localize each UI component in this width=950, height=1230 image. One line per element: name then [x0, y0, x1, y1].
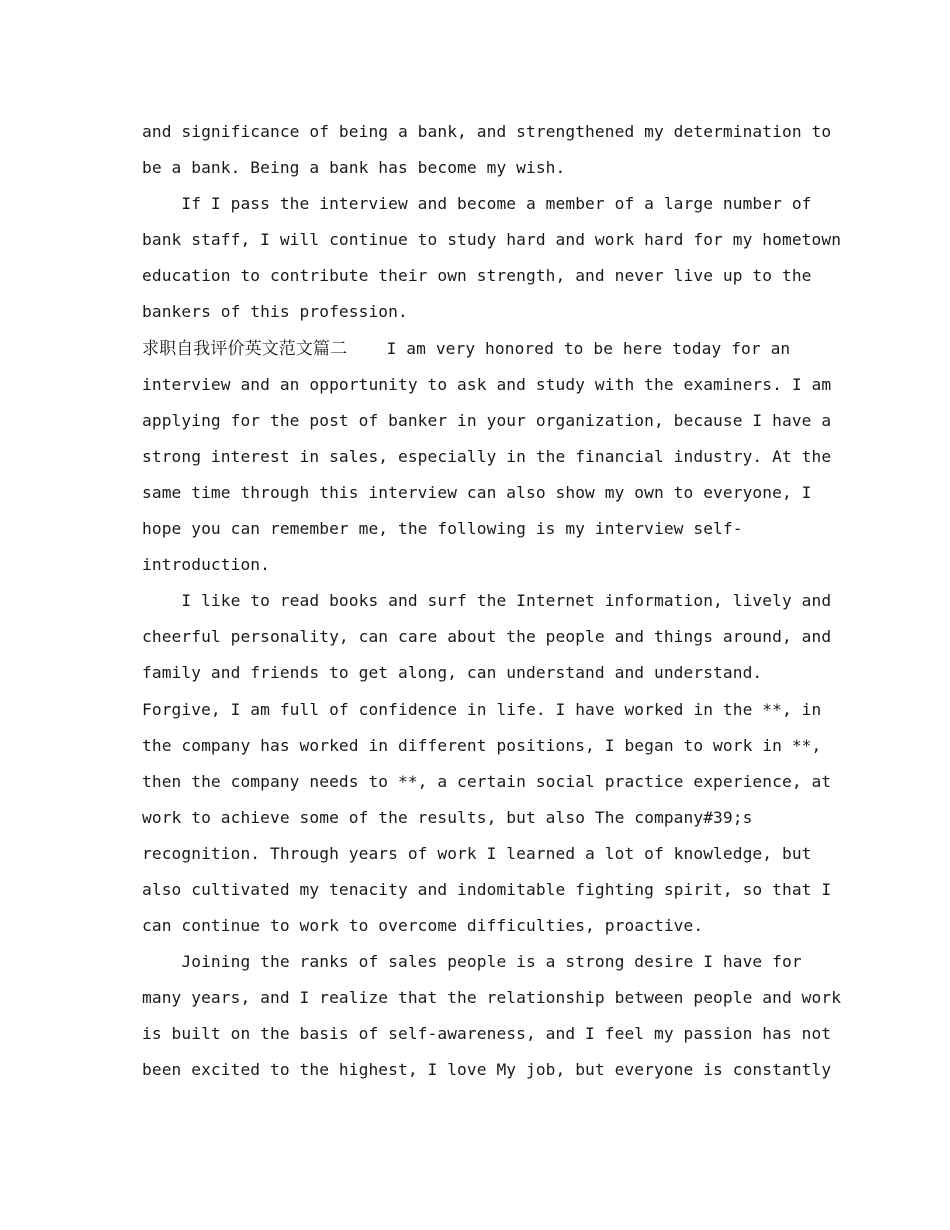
- text-line: Forgive, I am full of confidence in life. I have worked in the **, in: [142, 699, 822, 719]
- text-line: introduction.: [142, 555, 270, 575]
- text-line: recognition. Through years of work I learned a lot of knowledge, but: [142, 843, 812, 863]
- text-line: same time through this interview can also show my own to everyone, I: [142, 482, 812, 502]
- text-line: hope you can remember me, the following is my interview self-: [142, 519, 743, 539]
- document-body: [142, 114, 842, 1089]
- text-line: education to contribute their own strength, and never live up to the: [142, 266, 812, 286]
- section-heading-line: [142, 331, 812, 367]
- text-line: and significance of being a bank, and strengthened my determination to: [142, 122, 832, 141]
- text-line: bank staff, I will continue to study hard and work hard for my hometown: [142, 230, 842, 250]
- text-line: work to achieve some of the results, but also The company#39;s: [142, 807, 753, 827]
- text-line: strong interest in sales, especially in the financial industry. At the: [142, 446, 832, 466]
- text-line: bankers of this profession.: [142, 302, 408, 322]
- text-line: the company has worked in different positions, I began to work in **,: [142, 735, 822, 755]
- text-line: is built on the basis of self-awareness, and I feel my passion has not: [142, 1024, 832, 1044]
- text-line: Joining the ranks of sales people is a strong desire I have for: [142, 952, 802, 972]
- text-line: family and friends to get along, can understand and understand.: [142, 663, 763, 683]
- text-line: many years, and I realize that the relationship between people and work: [142, 988, 842, 1008]
- text-line: cheerful personality, can care about the people and things around, and: [142, 627, 832, 647]
- text-line: applying for the post of banker in your organization, because I have a: [142, 410, 832, 430]
- section-heading: 求职自我评价英文范文篇二: [142, 338, 348, 359]
- text-line: been excited to the highest, I love My job, but everyone is constantly: [142, 1060, 832, 1080]
- text-line: be a bank. Being a bank has become my wish.: [142, 158, 566, 178]
- text-line: also cultivated my tenacity and indomitable fighting spirit, so that I: [142, 879, 832, 899]
- text-line: I like to read books and surf the Internet information, lively and: [142, 591, 832, 611]
- text-line: I am very honored to be here today for an: [386, 338, 791, 358]
- text-line: can continue to work to overcome difficulties, proactive.: [142, 916, 704, 936]
- text-line: then the company needs to **, a certain social practice experience, at: [142, 771, 832, 791]
- text-line: If I pass the interview and become a member of a large number of: [142, 194, 812, 214]
- text-line: interview and an opportunity to ask and study with the examiners. I am: [142, 374, 832, 394]
